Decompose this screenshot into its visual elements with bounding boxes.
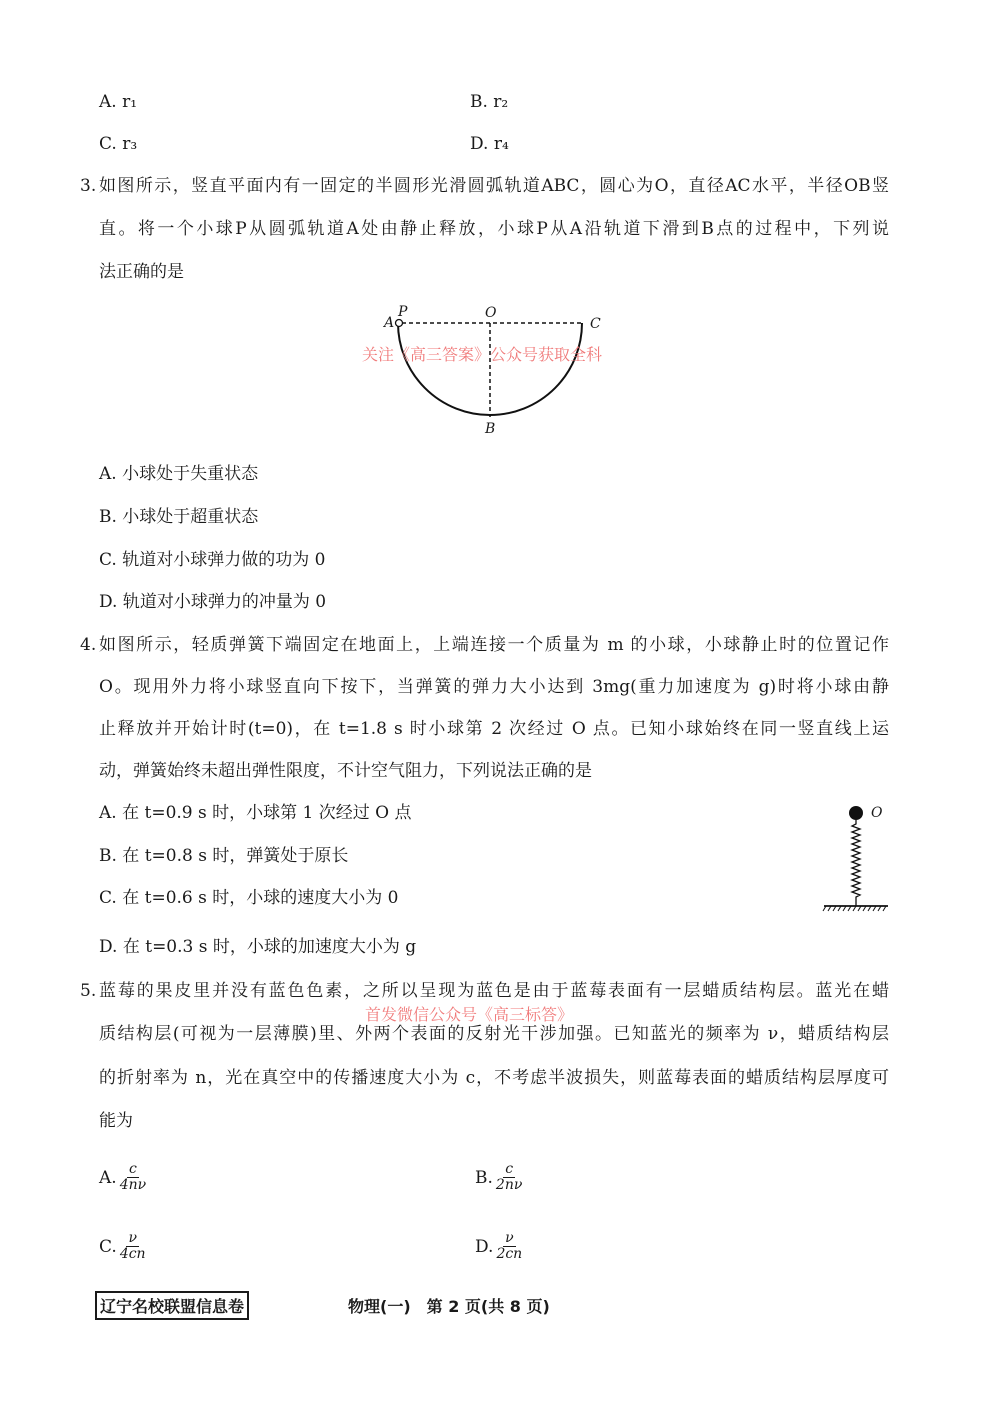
denominator: 2cn xyxy=(496,1246,523,1262)
q3-option-b: B. 小球处于超重状态 xyxy=(99,507,259,527)
q5-number: 5. xyxy=(80,981,97,1001)
q5-stem-line: 蓝莓的果皮里并没有蓝色色素，之所以呈现为蓝色是由于蓝莓表面有一层蜡质结构层。蓝光在蜡 xyxy=(99,981,889,1001)
q4-spring-figure xyxy=(820,800,895,915)
q5-stem-line: 质结构层(可视为一层薄膜)里、外两个表面的反射光干涉加强。已知蓝光的频率为 ν，蜡质结构层 xyxy=(99,1024,889,1044)
q5-option-c xyxy=(99,1231,146,1262)
label-p: P xyxy=(398,304,408,320)
q5-option-b xyxy=(475,1162,522,1193)
q5-stem-line: 的折射率为 n，光在真空中的传播速度大小为 c，不考虑半波损失，则蓝莓表面的蜡质结构层厚度可 xyxy=(99,1068,889,1088)
watermark: 首发微信公众号《高三标答》 xyxy=(365,1005,574,1024)
q4-number: 4. xyxy=(80,635,97,655)
option-letter: D. xyxy=(475,1236,494,1257)
q2-option-a: A. r₁ xyxy=(99,92,138,112)
denominator: 4nν xyxy=(119,1177,147,1193)
spring-diagram xyxy=(820,800,895,915)
label-b: B xyxy=(485,421,496,437)
q4-option-c: C. 在 t=0.6 s 时，小球的速度大小为 0 xyxy=(99,888,399,908)
label-o: O xyxy=(871,805,883,821)
label-c: C xyxy=(590,316,601,332)
q5-option-d xyxy=(475,1231,522,1262)
q3-stem-line: 直。将一个小球P从圆弧轨道A处由静止释放，小球P从A沿轨道下滑到B点的过程中，下列说 xyxy=(99,219,889,239)
q2-option-d: D. r₄ xyxy=(470,134,509,154)
option-letter: A. xyxy=(99,1167,117,1188)
label-o: O xyxy=(485,305,497,321)
q4-option-b: B. 在 t=0.8 s 时，弹簧处于原长 xyxy=(99,846,349,866)
q3-stem-line: 法正确的是 xyxy=(99,262,184,282)
numerator: c xyxy=(505,1161,514,1177)
q2-option-b: B. r₂ xyxy=(470,92,509,112)
q3-option-c: C. 轨道对小球弹力做的功为 0 xyxy=(99,550,326,570)
semicircle-track-diagram xyxy=(350,295,650,445)
numerator: c xyxy=(128,1161,137,1177)
denominator: 4cn xyxy=(119,1246,146,1262)
q3-semicircle-figure xyxy=(350,295,650,445)
option-letter: C. xyxy=(99,1236,117,1257)
denominator: 2nν xyxy=(495,1177,523,1193)
ball-p xyxy=(396,320,403,327)
numerator: ν xyxy=(505,1230,514,1246)
q4-stem-line: O。现用外力将小球竖直向下按下，当弹簧的弹力大小达到 3mg(重力加速度为 g)时将小球由静 xyxy=(99,677,889,697)
label-a: A xyxy=(384,315,395,331)
q3-option-d: D. 轨道对小球弹力的冲量为 0 xyxy=(99,592,327,612)
footer-page-info: 物理(一) 第 2 页(共 8 页) xyxy=(348,1297,550,1316)
numerator: ν xyxy=(128,1230,137,1246)
q4-stem-line: 如图所示，轻质弹簧下端固定在地面上，上端连接一个质量为 m 的小球，小球静止时的位置记作 xyxy=(99,635,889,655)
option-letter: B. xyxy=(475,1167,493,1188)
q3-number: 3. xyxy=(80,176,97,196)
q4-option-a: A. 在 t=0.9 s 时，小球第 1 次经过 O 点 xyxy=(99,803,412,823)
q4-option-d: D. 在 t=0.3 s 时，小球的加速度大小为 g xyxy=(99,937,417,957)
q5-option-a xyxy=(99,1162,146,1193)
ball xyxy=(849,806,863,820)
q3-option-a: A. 小球处于失重状态 xyxy=(99,464,259,484)
q4-stem-line: 动，弹簧始终未超出弹性限度，不计空气阻力，下列说法正确的是 xyxy=(99,761,592,781)
watermark: 关注《高三答案》公众号获取全科 xyxy=(362,345,603,364)
q2-option-c: C. r₃ xyxy=(99,134,138,154)
q3-stem-line: 如图所示，竖直平面内有一固定的半圆形光滑圆弧轨道ABC，圆心为O，直径AC水平，半径OB竖 xyxy=(99,176,889,196)
q4-stem-line: 止释放并开始计时(t=0)，在 t=1.8 s 时小球第 2 次经过 O 点。已知小球始终在同一竖直线上运 xyxy=(99,719,889,739)
footer-series-name: 辽宁名校联盟信息卷 xyxy=(95,1291,249,1320)
q5-stem-line: 能为 xyxy=(99,1111,133,1131)
